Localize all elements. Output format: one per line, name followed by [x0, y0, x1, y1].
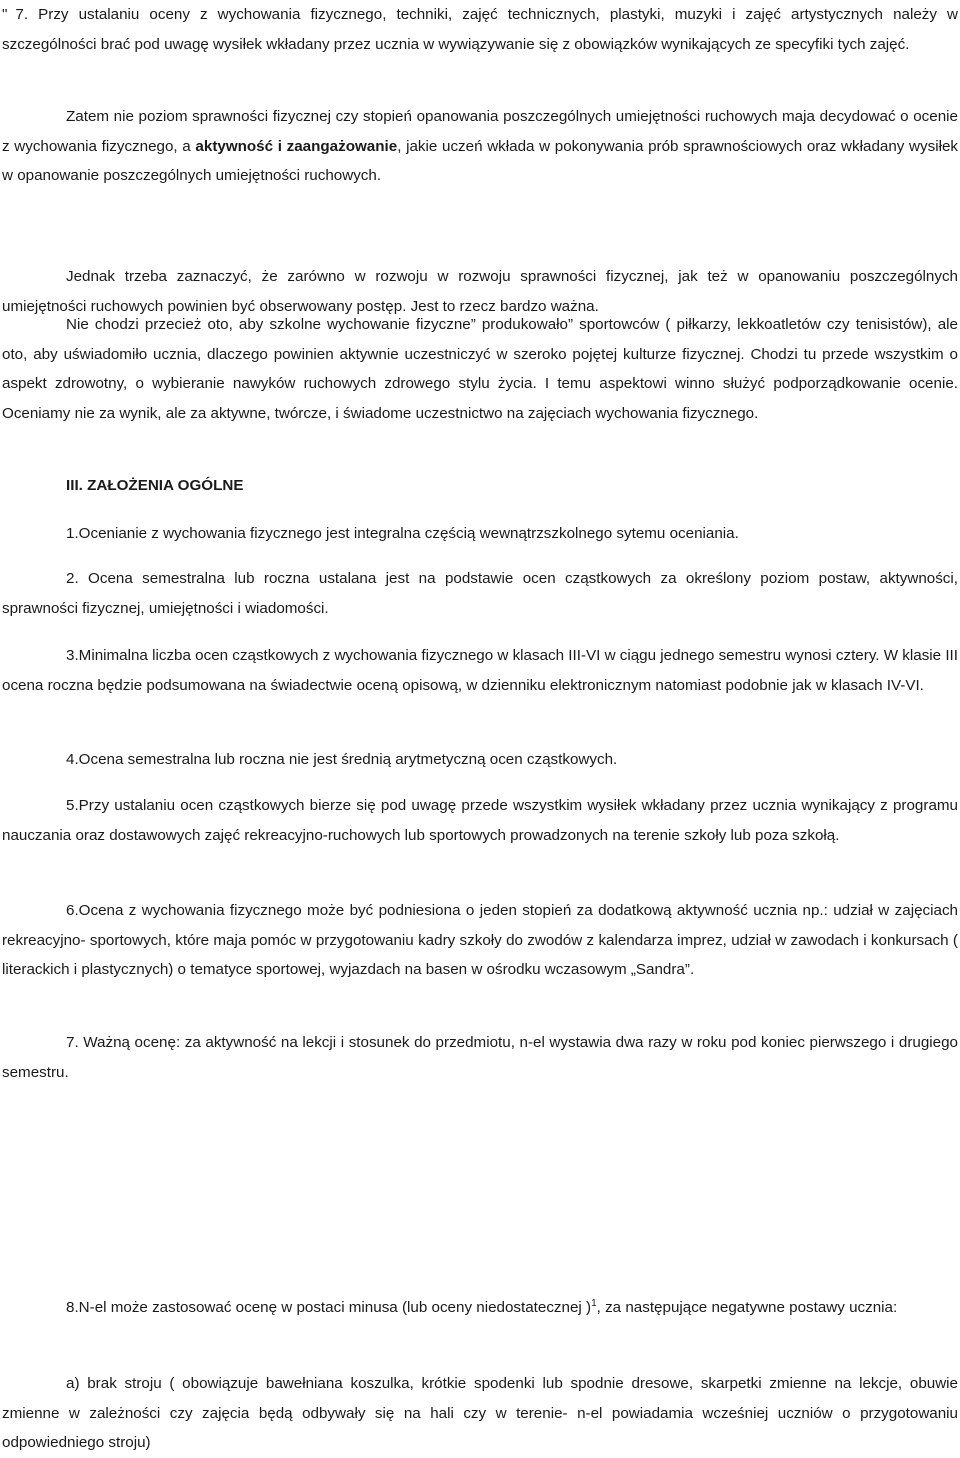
point-5-text: 5.Przy ustalaniu ocen cząstkowych bierze się pod uwagę przede wszystkim wysiłek wkładany przez ucznia wynikający z programu nauczania oraz dostawowych zajęć rekreacyjno-ruchowych lub sportowych prowadzonych na terenie szkoły lub poza szkołą. [2, 797, 958, 844]
paragraph-zatem-text-1: Zatem nie poziom sprawności fizycznej czy stopień opanowania poszczególnych umiejętności ruchowych maja decydować o ocenie z wychowania fizycznego, a [2, 108, 958, 155]
point-6 [2, 896, 958, 985]
point-8 [2, 1293, 958, 1323]
point-1 [2, 519, 958, 549]
point-4 [2, 745, 958, 775]
point-3 [2, 641, 958, 700]
point-3-text: 3.Minimalna liczba ocen cząstkowych z wychowania fizycznego w klasach III-VI w ciągu jednego semestru wynosi cztery. W klasie III ocena roczna będzie podsumowana na świadectwie oceną opisową, w dzienniku elektronicznym natomiast podobnie jak w klasach IV-VI. [2, 647, 958, 694]
emphasis-activity: aktywność i zaangażowanie [195, 137, 398, 155]
point-8-text-1: 8.N-el może zastosować ocenę w postaci minusa (lub oceny niedostatecznej ) [66, 1299, 592, 1316]
paragraph-jednak-text: Jednak trzeba zaznaczyć, że zarówno w rozwoju w rozwoju sprawności fizycznej, jak też w opanowaniu poszczególnych umiejętności ruchowych powinien być obserwowany postęp. Jest to rzecz bardzo ważna. [2, 268, 958, 315]
point-7 [2, 1028, 958, 1087]
paragraph-nie-chodzi [2, 310, 958, 428]
point-8-text-2: , za następujące negatywne postawy ucznia: [596, 1299, 898, 1316]
point-2-text: 2. Ocena semestralna lub roczna ustalana jest na podstawie ocen cząstkowych za określony poziom postaw, aktywności, sprawności fizycznej, umiejętności i wiadomości. [2, 570, 958, 617]
point-1-text: 1.Ocenianie z wychowania fizycznego jest integralna częścią wewnątrzszkolnego sytemu oceniania. [66, 525, 739, 542]
point-5 [2, 791, 958, 850]
point-6-text: 6.Ocena z wychowania fizycznego może być podniesiona o jeden stopień za dodatkową aktywność ucznia np.: udział w zajęciach rekreacyjno- sportowych, które maja pomóc w przygotowaniu kadry szkoły do zwodów z kalendarza imprez, udział w zawodach i konkursach ( literackich i plastycznych) o tematyce sportowej, wyjazdach na basen w ośrodku wczasowym „Sandra”. [2, 902, 958, 978]
footnote-marker: 1 [591, 1297, 597, 1309]
point-7-text: 7. Ważną ocenę: za aktywność na lekcji i stosunek do przedmiotu, n-el wystawia dwa razy w roku pod koniec pierwszego i drugiego semestru. [2, 1034, 958, 1081]
point-4-text: 4.Ocena semestralna lub roczna nie jest średnią arytmetyczną ocen cząstkowych. [66, 751, 618, 768]
paragraph-section-7 [2, 0, 958, 59]
section-heading [2, 471, 958, 501]
paragraph-section-7-text: 7. Przy ustalaniu oceny z wychowania fizycznego, techniki, zajęć technicznych, plastyki, muzyki i zajęć artystycznych należy w szczególności brać pod uwagę wysiłek wkładany przez ucznia w wywiązywanie się z obowiązków wynikających ze specyfiki tych zajęć. [2, 6, 958, 53]
opening-quote: " [2, 6, 8, 23]
paragraph-zatem-text-2: , jakie uczeń wkłada w pokonywania prób sprawnościowych oraz wkładany wysiłek w opanowanie poszczególnych umiejętności ruchowych. [2, 137, 958, 184]
paragraph-zatem [2, 102, 958, 191]
point-8a-text: a) brak stroju ( obowiązuje bawełniana koszulka, krótkie spodenki lub spodnie dresowe, skarpetki zmienne na lekcje, obuwie zmienne w zależności czy zajęcia będą odbywały się na hali czy w terenie- n-el powiadamia wcześniej uczniów o przygotowaniu odpowiedniego stroju) [2, 1375, 958, 1451]
point-2 [2, 564, 958, 623]
paragraph-nie-chodzi-text: Nie chodzi przecież oto, aby szkolne wychowanie fizyczne” produkowało” sportowców ( piłkarzy, lekkoatletów czy tenisistów), ale oto, aby uświadomiło ucznia, dlaczego powinien aktywnie uczestniczyć w szeroko pojętej kulturze fizycznej. Chodzi tu przede wszystkim o aspekt zdrowotny, o wybieranie nawyków ruchowych zdrowego stylu życia. I temu aspektowi winno służyć podporządkowanie ocenie. Oceniamy nie za wynik, ale za aktywne, twórcze, i świadome uczestnictwo na zajęciach wychowania fizycznego. [2, 316, 958, 422]
point-8a [2, 1369, 958, 1458]
section-heading-text: III. ZAŁOŻENIA OGÓLNE [66, 477, 244, 494]
